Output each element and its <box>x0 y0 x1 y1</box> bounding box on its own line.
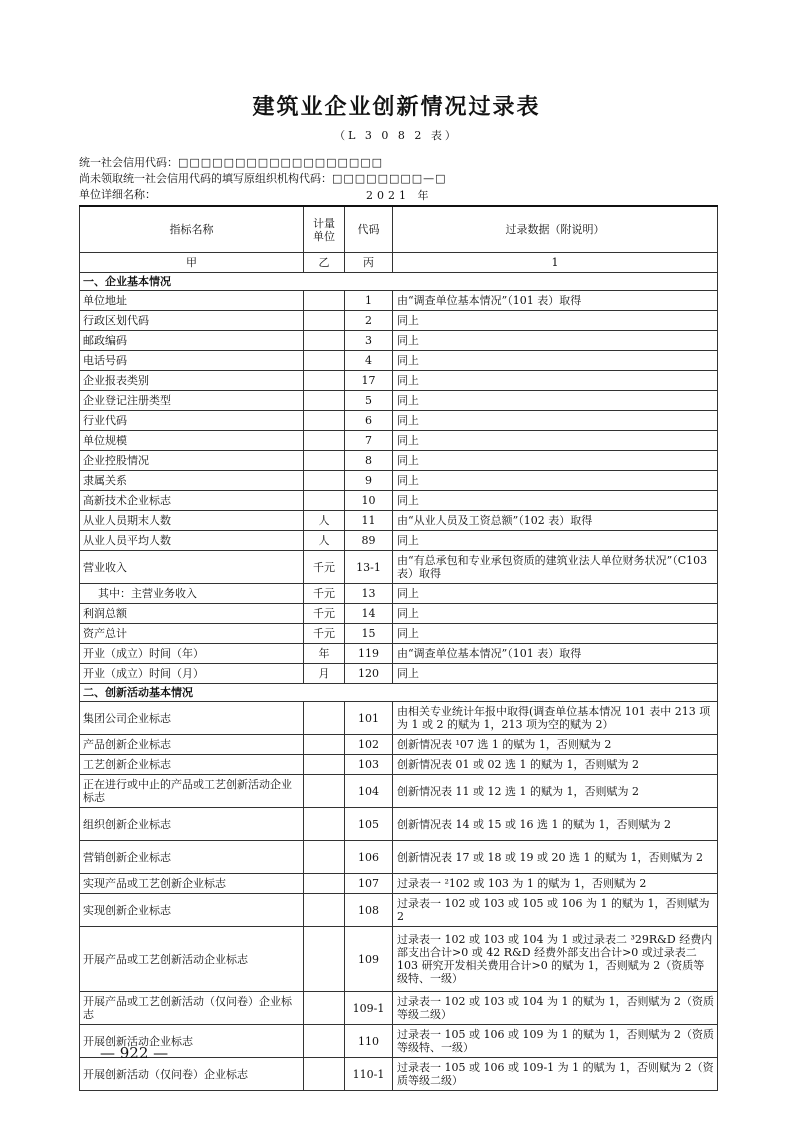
header-name: 指标名称 <box>80 206 304 253</box>
header-source: 过录数据（附说明） <box>393 206 718 253</box>
table-row <box>80 1025 718 1058</box>
row-unit <box>304 808 345 841</box>
table-row <box>80 775 718 808</box>
table-subheader-row <box>80 253 718 273</box>
section-row <box>80 684 718 702</box>
table-row <box>80 894 718 927</box>
row-unit <box>304 431 345 451</box>
row-code: 7 <box>345 431 393 451</box>
row-unit <box>304 411 345 431</box>
subheader-source: 1 <box>393 253 718 273</box>
row-source: 同上 <box>393 331 718 351</box>
header-code: 代码 <box>345 206 393 253</box>
row-unit: 年 <box>304 644 345 664</box>
table-row <box>80 351 718 371</box>
row-source: 同上 <box>393 391 718 411</box>
row-unit: 人 <box>304 531 345 551</box>
row-source: 同上 <box>393 491 718 511</box>
row-code: 1 <box>345 291 393 311</box>
table-row <box>80 644 718 664</box>
subheader-name: 甲 <box>80 253 304 273</box>
section-title: 二、创新活动基本情况 <box>80 684 718 702</box>
table-row <box>80 531 718 551</box>
row-code: 120 <box>345 664 393 684</box>
row-source: 同上 <box>393 531 718 551</box>
row-unit <box>304 471 345 491</box>
row-name: 利润总额 <box>80 604 304 624</box>
row-source: 过录表一 102 或 103 或 104 为 1 或过录表二 ³29R&D 经费内部支出合计>0 或 42 R&D 经费外部支出合计>0 或过录表二 103 研究开发相关费用合计>0 的赋为 1，否则赋为 2（资质等级特、一级） <box>393 927 718 992</box>
table-row <box>80 511 718 531</box>
unit-name-line <box>79 187 156 202</box>
row-name: 高新技术企业标志 <box>80 491 304 511</box>
row-name: 正在进行或中止的产品或工艺创新活动企业标志 <box>80 775 304 808</box>
row-source: 由相关专业统计年报中取得(调查单位基本情况 101 表中 213 项为 1 或 2 的赋为 1，213 项为空的赋为 2） <box>393 702 718 735</box>
row-source: 同上 <box>393 431 718 451</box>
table-row <box>80 411 718 431</box>
row-source: 同上 <box>393 451 718 471</box>
row-code: 8 <box>345 451 393 471</box>
table-row <box>80 431 718 451</box>
row-code: 10 <box>345 491 393 511</box>
row-name: 企业登记注册类型 <box>80 391 304 411</box>
table-row <box>80 624 718 644</box>
row-name: 集团公司企业标志 <box>80 702 304 735</box>
table-row <box>80 664 718 684</box>
table-row <box>80 584 718 604</box>
row-code: 5 <box>345 391 393 411</box>
row-name: 开展创新活动（仅问卷）企业标志 <box>80 1058 304 1091</box>
table-row <box>80 291 718 311</box>
row-source: 由“调查单位基本情况”（101 表）取得 <box>393 291 718 311</box>
row-code: 106 <box>345 841 393 874</box>
row-source: 同上 <box>393 351 718 371</box>
row-name: 实现创新企业标志 <box>80 894 304 927</box>
row-name: 实现产品或工艺创新企业标志 <box>80 874 304 894</box>
row-name: 企业报表类别 <box>80 371 304 391</box>
table-row <box>80 755 718 775</box>
table-row <box>80 331 718 351</box>
row-source: 过录表一 ²102 或 103 为 1 的赋为 1，否则赋为 2 <box>393 874 718 894</box>
row-source: 同上 <box>393 371 718 391</box>
row-source: 由“有总承包和专业承包资质的建筑业法人单位财务状况”（C103 表）取得 <box>393 551 718 584</box>
row-unit <box>304 702 345 735</box>
row-unit: 人 <box>304 511 345 531</box>
row-unit <box>304 894 345 927</box>
form-code: （L 3 0 8 2 表） <box>334 129 459 142</box>
row-code: 13 <box>345 584 393 604</box>
row-code: 17 <box>345 371 393 391</box>
row-source: 过录表一 102 或 103 或 105 或 106 为 1 的赋为 1，否则赋为 2 <box>393 894 718 927</box>
table-row <box>80 371 718 391</box>
table-row <box>80 874 718 894</box>
row-name: 企业控股情况 <box>80 451 304 471</box>
row-name: 工艺创新企业标志 <box>80 755 304 775</box>
subheader-unit: 乙 <box>304 253 345 273</box>
row-source: 创新情况表 14 或 15 或 16 选 1 的赋为 1，否则赋为 2 <box>393 808 718 841</box>
row-code: 110-1 <box>345 1058 393 1091</box>
row-name: 单位地址 <box>80 291 304 311</box>
section-row <box>80 273 718 291</box>
row-code: 13-1 <box>345 551 393 584</box>
row-unit: 千元 <box>304 624 345 644</box>
row-code: 101 <box>345 702 393 735</box>
row-source: 同上 <box>393 471 718 491</box>
row-name: 营销创新企业标志 <box>80 841 304 874</box>
report-year: 2021 年 <box>366 189 433 202</box>
table-row <box>80 927 718 992</box>
table-row <box>80 491 718 511</box>
row-name: 从业人员平均人数 <box>80 531 304 551</box>
table-row <box>80 604 718 624</box>
row-source: 同上 <box>393 604 718 624</box>
row-source: 同上 <box>393 664 718 684</box>
row-code: 2 <box>345 311 393 331</box>
row-unit: 千元 <box>304 584 345 604</box>
row-code: 15 <box>345 624 393 644</box>
row-unit: 月 <box>304 664 345 684</box>
table-row <box>80 311 718 331</box>
row-unit <box>304 291 345 311</box>
org-code-boxes: □□□□□□□□—□ <box>332 172 447 185</box>
table-row <box>80 471 718 491</box>
row-unit <box>304 491 345 511</box>
row-source: 过录表一 105 或 106 或 109 为 1 的赋为 1，否则赋为 2（资质等级特、一级） <box>393 1025 718 1058</box>
row-code: 107 <box>345 874 393 894</box>
row-code: 102 <box>345 735 393 755</box>
row-code: 104 <box>345 775 393 808</box>
row-unit <box>304 874 345 894</box>
row-source: 过录表一 105 或 106 或 109-1 为 1 的赋为 1，否则赋为 2（资质等级二级） <box>393 1058 718 1091</box>
row-name: 其中：主营业务收入 <box>80 584 304 604</box>
row-unit <box>304 927 345 992</box>
row-name: 组织创新企业标志 <box>80 808 304 841</box>
row-code: 109-1 <box>345 992 393 1025</box>
row-unit <box>304 351 345 371</box>
row-code: 105 <box>345 808 393 841</box>
row-unit <box>304 371 345 391</box>
row-name: 从业人员期末人数 <box>80 511 304 531</box>
row-name: 开展创新活动企业标志 <box>80 1025 304 1058</box>
row-unit <box>304 391 345 411</box>
row-source: 同上 <box>393 411 718 431</box>
row-source: 由“从业人员及工资总额”（102 表）取得 <box>393 511 718 531</box>
header-unit: 计量 单位 <box>304 206 345 253</box>
table-row <box>80 702 718 735</box>
row-code: 14 <box>345 604 393 624</box>
row-code: 108 <box>345 894 393 927</box>
row-name: 开业（成立）时间（月） <box>80 664 304 684</box>
row-code: 9 <box>345 471 393 491</box>
credit-code-line <box>79 155 383 170</box>
row-name: 开展产品或工艺创新活动企业标志 <box>80 927 304 992</box>
row-source: 过录表一 102 或 103 或 104 为 1 的赋为 1，否则赋为 2（资质等级二级） <box>393 992 718 1025</box>
row-code: 3 <box>345 331 393 351</box>
table-row <box>80 841 718 874</box>
subheader-code: 丙 <box>345 253 393 273</box>
row-code: 89 <box>345 531 393 551</box>
row-code: 109 <box>345 927 393 992</box>
row-source: 由“调查单位基本情况”（101 表）取得 <box>393 644 718 664</box>
section-title: 一、企业基本情况 <box>80 273 718 291</box>
row-unit <box>304 992 345 1025</box>
page-number: — 922 — <box>100 1044 169 1062</box>
row-unit <box>304 451 345 471</box>
row-name: 产品创新企业标志 <box>80 735 304 755</box>
unit-name-label: 单位详细名称： <box>79 188 156 201</box>
row-source: 同上 <box>393 624 718 644</box>
row-code: 4 <box>345 351 393 371</box>
row-name: 电话号码 <box>80 351 304 371</box>
row-unit <box>304 1025 345 1058</box>
row-source: 创新情况表 ¹07 选 1 的赋为 1，否则赋为 2 <box>393 735 718 755</box>
row-source: 创新情况表 11 或 12 选 1 的赋为 1，否则赋为 2 <box>393 775 718 808</box>
row-name: 单位规模 <box>80 431 304 451</box>
row-unit <box>304 775 345 808</box>
row-unit <box>304 735 345 755</box>
table-body <box>80 273 718 1091</box>
row-code: 110 <box>345 1025 393 1058</box>
row-unit <box>304 311 345 331</box>
credit-code-boxes: □□□□□□□□□□□□□□□□□□ <box>178 156 384 169</box>
row-name: 营业收入 <box>80 551 304 584</box>
row-source: 创新情况表 17 或 18 或 19 或 20 选 1 的赋为 1，否则赋为 2 <box>393 841 718 874</box>
row-code: 11 <box>345 511 393 531</box>
table-header-row <box>80 206 718 253</box>
row-unit <box>304 1058 345 1091</box>
org-code-line <box>79 171 447 186</box>
row-name: 隶属关系 <box>80 471 304 491</box>
table-row <box>80 451 718 471</box>
row-code: 6 <box>345 411 393 431</box>
row-code: 119 <box>345 644 393 664</box>
row-unit <box>304 841 345 874</box>
row-name: 开业（成立）时间（年） <box>80 644 304 664</box>
table-row <box>80 992 718 1025</box>
row-code: 103 <box>345 755 393 775</box>
row-name: 邮政编码 <box>80 331 304 351</box>
page-title: 建筑业企业创新情况过录表 <box>252 94 541 120</box>
row-name: 资产总计 <box>80 624 304 644</box>
row-name: 行业代码 <box>80 411 304 431</box>
table-row <box>80 551 718 584</box>
row-name: 开展产品或工艺创新活动（仅问卷）企业标志 <box>80 992 304 1025</box>
row-source: 同上 <box>393 584 718 604</box>
table-row <box>80 735 718 755</box>
row-unit <box>304 331 345 351</box>
row-name: 行政区划代码 <box>80 311 304 331</box>
row-unit: 千元 <box>304 604 345 624</box>
table-row <box>80 1058 718 1091</box>
table-row <box>80 391 718 411</box>
table-row <box>80 808 718 841</box>
row-source: 同上 <box>393 311 718 331</box>
row-unit: 千元 <box>304 551 345 584</box>
row-unit <box>304 755 345 775</box>
record-table <box>79 205 718 1091</box>
row-source: 创新情况表 01 或 02 选 1 的赋为 1，否则赋为 2 <box>393 755 718 775</box>
org-code-label: 尚未领取统一社会信用代码的填写原组织机构代码： <box>79 172 332 185</box>
credit-code-label: 统一社会信用代码： <box>79 156 178 169</box>
